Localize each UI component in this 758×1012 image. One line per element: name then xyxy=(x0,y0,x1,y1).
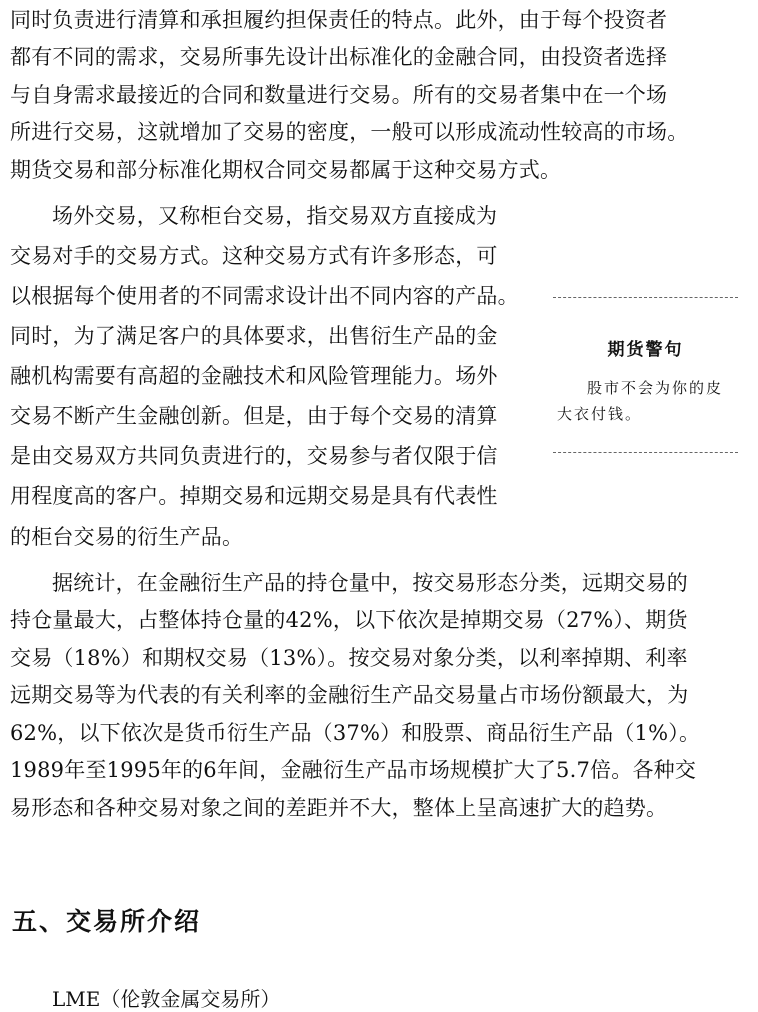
section-heading: 五、交易所介绍 xyxy=(12,907,202,936)
text-line: 用程度高的客户。掉期交易和远期交易是具有代表性 xyxy=(10,484,498,508)
text-line: 与自身需求最接近的合同和数量进行交易。所有的交易者集中在一个场 xyxy=(10,83,668,107)
text-line: 交易对手的交易方式。这种交易方式有许多形态，可 xyxy=(10,244,498,268)
text-line: 远期交易等为代表的有关利率的金融衍生产品交易量占市场份额最大，为 xyxy=(10,683,689,707)
text-line: 的柜台交易的衍生产品。 xyxy=(10,525,244,549)
text-line: 62%，以下依次是货币衍生产品（37%）和股票、商品衍生产品（1%）。 xyxy=(10,721,701,745)
sidebar-top-divider xyxy=(553,297,738,298)
text-line: 融机构需要有高超的金融技术和风险管理能力。场外 xyxy=(10,364,498,388)
text-line: 都有不同的需求，交易所事先设计出标准化的金融合同，由投资者选择 xyxy=(10,45,668,69)
text-line: 交易（18%）和期权交易（13%）。按交易对象分类，以利率掉期、利率 xyxy=(10,646,688,670)
futures-quote-sidebar xyxy=(553,297,748,455)
section-subheading: LME（伦敦金属交易所） xyxy=(52,987,281,1011)
text-line: 所进行交易，这就增加了交易的密度，一般可以形成流动性较高的市场。 xyxy=(10,120,689,144)
text-line: 同时负责进行清算和承担履约担保责任的特点。此外，由于每个投资者 xyxy=(10,8,668,32)
sidebar-quote-line: 大衣付钱。 xyxy=(557,405,643,423)
text-line: 1989年至1995年的6年间，金融衍生产品市场规模扩大了5.7倍。各种交 xyxy=(10,758,697,782)
sidebar-quote-line: 股市不会为你的皮 xyxy=(587,379,724,397)
text-line: 以根据每个使用者的不同需求设计出不同内容的产品。 xyxy=(10,284,519,308)
text-line: 易形态和各种交易对象之间的差距并不大，整体上呈高速扩大的趋势。 xyxy=(10,796,668,820)
text-line: 持仓量最大，占整体持仓量的42%，以下依次是掉期交易（27%）、期货 xyxy=(10,608,688,632)
text-line: 场外交易，又称柜台交易，指交易双方直接成为 xyxy=(52,204,498,228)
sidebar-bottom-divider xyxy=(553,452,738,453)
text-line: 期货交易和部分标准化期权合同交易都属于这种交易方式。 xyxy=(10,158,562,182)
text-line: 是由交易双方共同负责进行的，交易参与者仅限于信 xyxy=(10,444,498,468)
text-line: 据统计，在金融衍生产品的持仓量中，按交易形态分类，远期交易的 xyxy=(52,571,688,595)
sidebar-title: 期货警句 xyxy=(607,340,684,360)
text-line: 同时，为了满足客户的具体要求，出售衍生产品的金 xyxy=(10,324,498,348)
text-line: 交易不断产生金融创新。但是，由于每个交易的清算 xyxy=(10,404,498,428)
